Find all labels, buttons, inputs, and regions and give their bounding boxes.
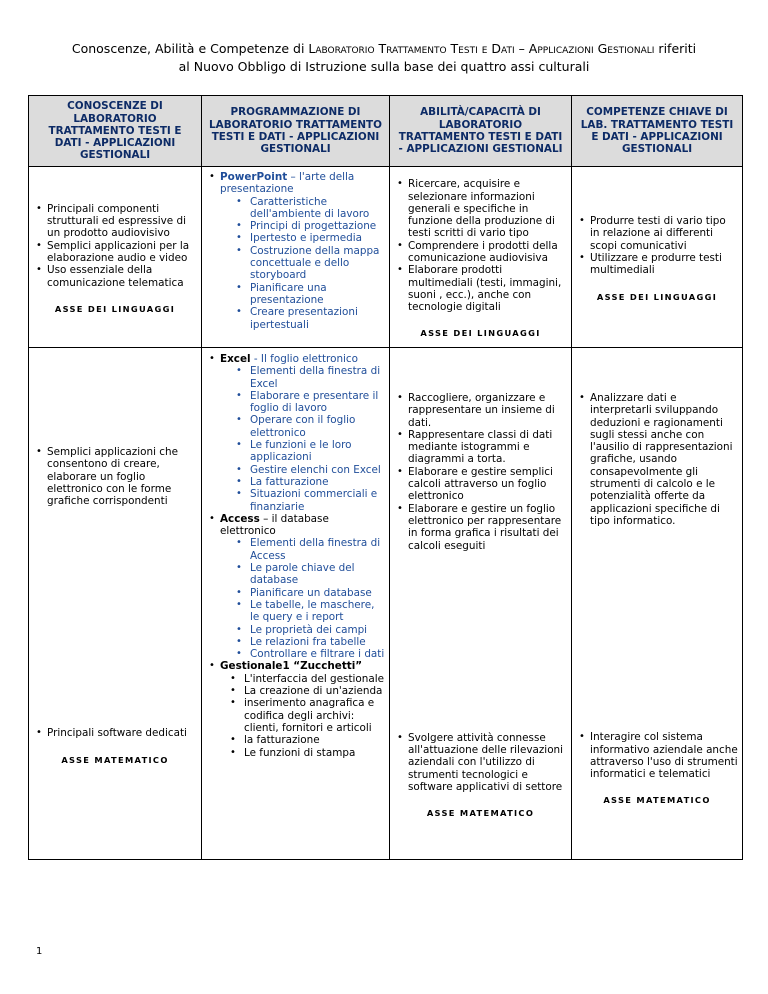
list-item: • Le funzioni di stampa <box>244 747 385 759</box>
list-item: • la fatturazione <box>244 734 385 746</box>
list-item: • Excel - Il foglio elettronico • Elementi della finestra di Excel • Elaborare e presentare il foglio di lavoro • Operare con il foglio elettronico • Le funzioni e le loro applicazioni • Gestire elenchi con Excel • La fatturazione • Situazioni commerciali e finanziarie <box>220 353 385 513</box>
list-item: • Costruzione della mappa concettuale e dello storyboard <box>250 245 385 282</box>
axis-label: ASSE DEI LINGUAGGI <box>596 291 718 302</box>
competenze-cell <box>572 167 743 348</box>
topic-title: Gestionale1 “Zucchetti” <box>220 660 363 673</box>
axis-label: ASSE MATEMATICO <box>603 795 711 806</box>
list-item: • Elementi della finestra di Excel <box>250 365 385 390</box>
list-item: • Le parole chiave del database <box>250 562 385 587</box>
title-line-1: Conoscenze, Abilità e Competenze di Laboratorio Trattamento Testi e Dati – Applicazioni Gestionali riferiti <box>71 41 697 56</box>
header-programmazione: PROGRAMMAZIONE DI LABORATORIO TRATTAMENTO TESTI E DATI - APPLICAZIONI GESTIONALI <box>202 96 390 167</box>
list-item: • Access – il database elettronico • Elementi della finestra di Access • Le parole chiave del database • Pianificare un database • Le tabelle, le maschere, le query e i report • Le proprietà dei campi • Le relazioni fra tabelle • Controllare e filtrare i dati <box>220 513 385 661</box>
list-item: • Operare con il foglio elettronico <box>250 414 385 439</box>
list-item: • Le tabelle, le maschere, le query e i report <box>250 599 385 624</box>
abilita-cell <box>390 167 572 348</box>
list-item: • inserimento anagrafica e codifica degli archivi: clienti, fornitori e articoli <box>244 697 385 734</box>
list-item: • Ipertesto e ipermedia <box>250 232 385 244</box>
list-item <box>220 660 385 758</box>
table-row <box>29 348 743 860</box>
list-item: • Elementi della finestra di Access <box>250 537 385 562</box>
list-item: • Pianificare un database <box>250 587 385 599</box>
list-item: • Gestire elenchi con Excel <box>250 464 385 476</box>
list-item: • Principali componenti strutturali ed espressive di un prodotto audiovisivo <box>47 203 197 240</box>
document-title <box>0 40 768 76</box>
list-item: • Pianificare una presentazione <box>250 282 385 307</box>
axis-label: ASSE MATEMATICO <box>61 754 169 765</box>
header-abilita: ABILITÀ/CAPACITÀ DI LABORATORIO TRATTAMENTO TESTI E DATI - APPLICAZIONI GESTIONALI <box>390 96 572 167</box>
list-item: • Raccogliere, organizzare e rappresentare un insieme di dati. <box>408 392 567 429</box>
list-item: • Le funzioni e le loro applicazioni <box>250 439 385 464</box>
list-item: • Rappresentare classi di dati mediante istogrammi e diagrammi a torta. <box>408 429 567 466</box>
list-item: • Ricercare, acquisire e selezionare informazioni generali e specifiche in funzione della produzione di testi scritti di vario tipo <box>408 178 567 239</box>
list-item: • Principali software dedicati <box>47 727 197 739</box>
topic-title: Excel <box>220 353 251 365</box>
list-item: • Svolgere attività connesse all'attuazione delle rilevazioni aziendali con l'utilizzo di strumenti tecnologici e software applicativi di settore <box>408 732 567 793</box>
competenze-cell <box>572 348 743 860</box>
list-item: • La fatturazione <box>250 476 385 488</box>
list-item: • Principi di progettazione <box>250 220 385 232</box>
list-item: • Semplici applicazioni che consentono di creare, elaborare un foglio elettronico con le forme grafiche corrispondenti <box>47 446 197 507</box>
table-row <box>29 167 743 348</box>
axis-label: ASSE DEI LINGUAGGI <box>420 328 541 339</box>
list-item: • Analizzare dati e interpretarli sviluppando deduzioni e ragionamenti sugli stessi anche con l'ausilio di rappresentazioni grafiche, usando consapevolmente gli strumenti di calcolo e le potenzialità offerte da applicazioni specifiche di tipo informatico. <box>590 392 738 527</box>
list-item: • Elaborare e gestire un foglio elettronico per rappresentare in forma grafica i risultati dei calcoli eseguiti <box>408 503 567 552</box>
topic-title: PowerPoint <box>220 171 288 183</box>
curriculum-table <box>28 95 743 860</box>
abilita-cell <box>390 348 572 860</box>
list-item: • Elaborare e gestire semplici calcoli attraverso un foglio elettronico <box>408 466 567 503</box>
list-item: • Situazioni commerciali e finanziarie <box>250 488 385 513</box>
page-number: 1 <box>36 946 43 957</box>
list-item: • Elaborare prodotti multimediali (testi, immagini, suoni , ecc.), anche con tecnologie digitali <box>408 264 567 313</box>
list-item: • Utilizzare e produrre testi multimediali <box>590 252 738 277</box>
list-item: • La creazione di un'azienda <box>244 685 385 697</box>
programmazione-cell <box>202 348 390 860</box>
conoscenze-cell <box>29 167 202 348</box>
list-item: • Creare presentazioni ipertestuali <box>250 306 385 331</box>
list-item: • Comprendere i prodotti della comunicazione audiovisiva <box>408 240 567 265</box>
title-line-2: al Nuovo Obbligo di Istruzione sulla base dei quattro assi culturali <box>178 59 590 74</box>
list-item: • L'interfaccia del gestionale <box>244 673 385 685</box>
list-item: • Semplici applicazioni per la elaborazione audio e video <box>47 240 197 265</box>
header-conoscenze: CONOSCENZE DI LABORATORIO TRATTAMENTO TESTI E DATI - APPLICAZIONI GESTIONALI <box>29 96 202 167</box>
list-item: • Le relazioni fra tabelle <box>250 636 385 648</box>
header-competenze: COMPETENZE CHIAVE DI LAB. TRATTAMENTO TESTI E DATI - APPLICAZIONI GESTIONALI <box>572 96 743 167</box>
conoscenze-cell <box>29 348 202 860</box>
list-item: • Elaborare e presentare il foglio di lavoro <box>250 390 385 415</box>
list-item: • Produrre testi di vario tipo in relazione ai differenti scopi comunicativi <box>590 215 738 252</box>
list-item: • Le proprietà dei campi <box>250 624 385 636</box>
axis-label: ASSE DEI LINGUAGGI <box>54 303 176 314</box>
list-item: • PowerPoint – l'arte della presentazione • Caratteristiche dell'ambiente di lavoro • Principi di progettazione • Ipertesto e ipermedia • Costruzione della mappa concettuale e dello storyboard • Pianificare una presentazione • Creare presentazioni ipertestuali <box>220 171 385 331</box>
list-item: • Controllare e filtrare i dati <box>250 648 385 660</box>
header-row <box>29 96 743 167</box>
programmazione-cell <box>202 167 390 348</box>
axis-label: ASSE MATEMATICO <box>426 808 535 819</box>
topic-title: Access <box>220 512 260 525</box>
list-item: • Caratteristiche dell'ambiente di lavoro <box>250 196 385 221</box>
list-item: • Uso essenziale della comunicazione telematica <box>47 264 197 289</box>
list-item: • Interagire col sistema informativo aziendale anche attraverso l'uso di strumenti informatici e telematici <box>590 731 738 780</box>
